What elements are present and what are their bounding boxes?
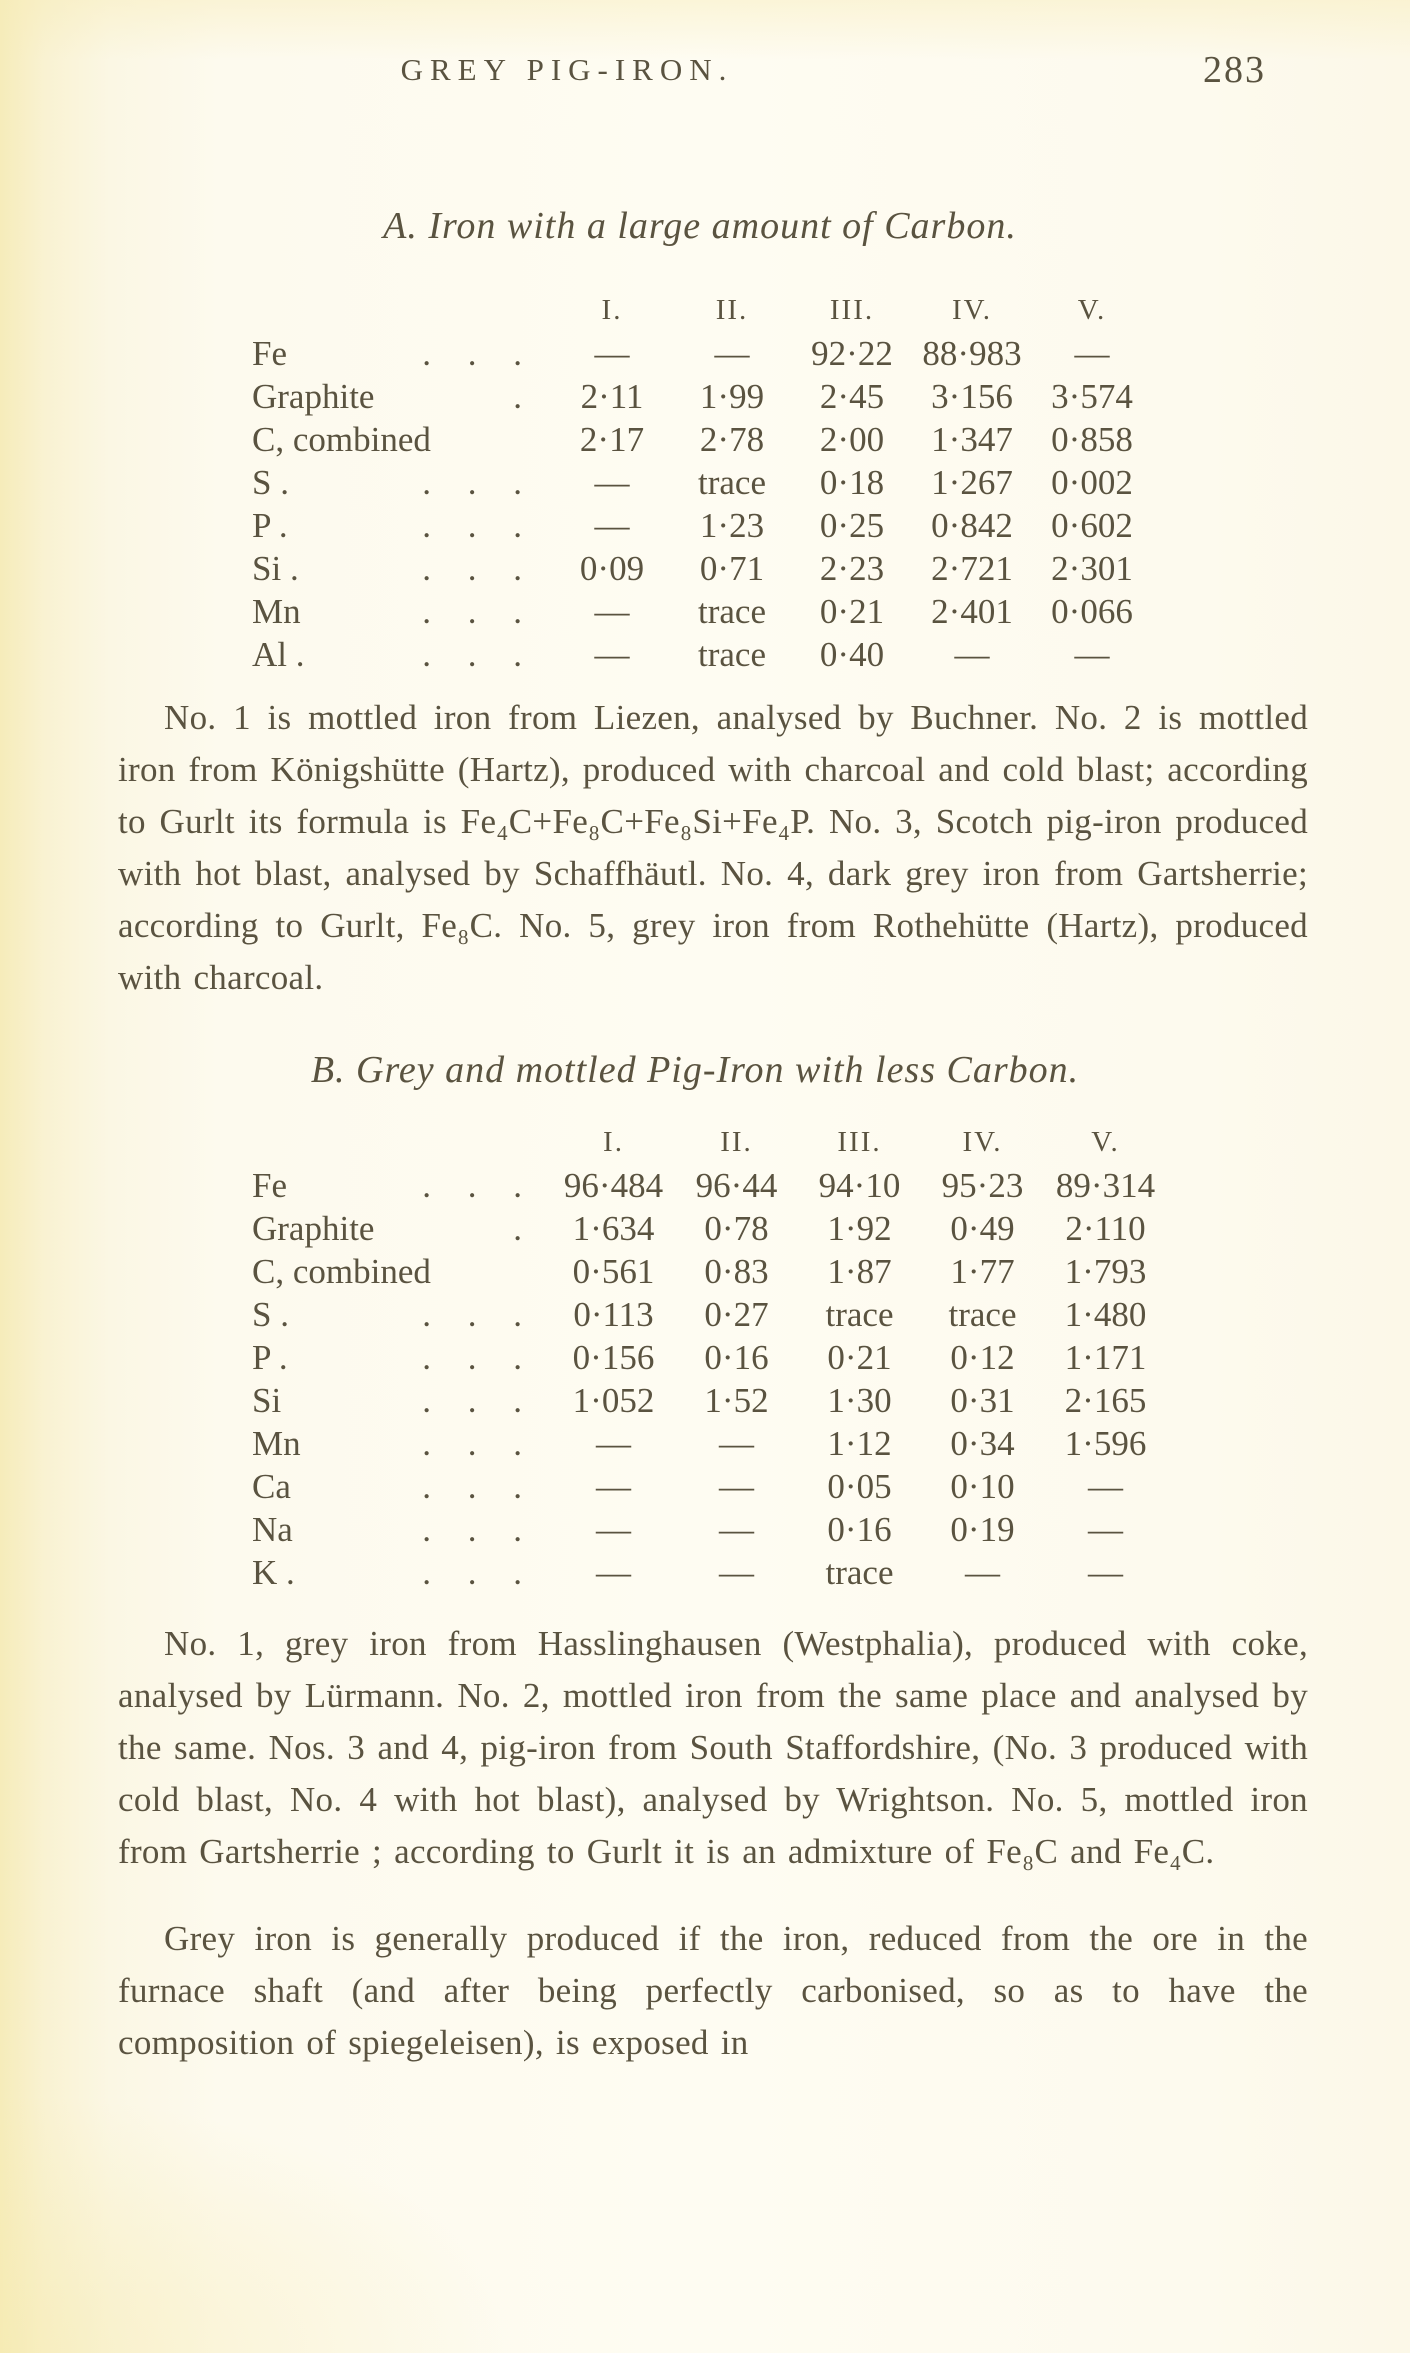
row-leader-dots: . . . bbox=[422, 1381, 524, 1420]
row-leader-dots: . . . bbox=[422, 549, 524, 588]
cell-value: 1·12 bbox=[827, 1424, 892, 1463]
table-row bbox=[252, 592, 1152, 635]
cell-value: 1·052 bbox=[572, 1381, 655, 1420]
column-header: III. bbox=[837, 1126, 882, 1158]
cell-value: 0·31 bbox=[950, 1381, 1015, 1420]
column-header: III. bbox=[829, 294, 875, 326]
cell-value: — bbox=[1074, 635, 1110, 674]
cell-value: 0·002 bbox=[1051, 463, 1133, 502]
cell-value: 0·19 bbox=[950, 1510, 1015, 1549]
row-label-cell bbox=[252, 1295, 552, 1335]
row-label-cell bbox=[252, 420, 552, 460]
row-label: Ca bbox=[252, 1467, 291, 1506]
row-label: Fe bbox=[252, 1166, 287, 1205]
row-label-cell bbox=[252, 1553, 552, 1593]
closing-paragraph: Grey iron is generally produced if the iron, reduced from the ore in the furnace shaft (and after being perfectly carbonised, so as to have the composition of spiegeleisen), is exposed in bbox=[118, 1919, 1308, 2062]
row-label-cell bbox=[252, 635, 552, 675]
table-row bbox=[252, 1467, 1167, 1510]
cell-value: 0·10 bbox=[950, 1467, 1015, 1506]
cell-value: 0·83 bbox=[704, 1252, 769, 1291]
row-label-cell bbox=[252, 1252, 552, 1292]
cell-value: 0·71 bbox=[699, 549, 765, 588]
row-label: Si bbox=[252, 1381, 282, 1420]
cell-value: — bbox=[594, 506, 630, 545]
row-label: Mn bbox=[252, 1424, 301, 1463]
row-label-cell bbox=[252, 1209, 552, 1249]
section-a-paragraph: No. 1 is mottled iron from Liezen, analysed by Buchner. No. 2 is mottled iron from Königshütte (Hartz), produced with charcoal and cold blast; according to Gurlt its formula is Fe₄C+Fe₈C+Fe₈Si+Fe₄P. No. 3, Scotch pig-iron produced with hot blast, analysed by Schaffhäutl. No. 4, dark grey iron from Gartsherrie; according to Gurlt, Fe₈C. No. 5, grey iron from Rothehütte (Hartz), produced with charcoal. bbox=[118, 698, 1308, 997]
table-row bbox=[252, 1338, 1167, 1381]
row-leader-dots: . . . bbox=[422, 592, 524, 631]
cell-value: trace bbox=[825, 1553, 894, 1592]
cell-value: trace bbox=[698, 592, 766, 631]
cell-value: 0·18 bbox=[819, 463, 885, 502]
cell-value: 0·561 bbox=[572, 1252, 655, 1291]
column-header: I. bbox=[603, 1126, 624, 1158]
cell-value: — bbox=[719, 1553, 754, 1592]
cell-value: 95·23 bbox=[941, 1166, 1024, 1205]
table-row bbox=[252, 1209, 1167, 1252]
row-label-cell bbox=[252, 1467, 552, 1507]
cell-value: 0·16 bbox=[827, 1510, 892, 1549]
cell-value: — bbox=[1088, 1510, 1123, 1549]
row-label-cell bbox=[252, 1338, 552, 1378]
row-label-cell bbox=[252, 1166, 552, 1206]
table-row bbox=[252, 1295, 1167, 1338]
cell-value: 96·484 bbox=[563, 1166, 664, 1205]
cell-value: — bbox=[719, 1424, 754, 1463]
cell-value: 92·22 bbox=[811, 334, 893, 373]
cell-value: 0·21 bbox=[819, 592, 885, 631]
row-leader-dots: . . . bbox=[422, 1467, 524, 1506]
cell-value: 1·77 bbox=[950, 1252, 1015, 1291]
cell-value: 1·267 bbox=[931, 463, 1013, 502]
cell-value: — bbox=[1088, 1553, 1123, 1592]
row-label-cell bbox=[252, 334, 552, 374]
cell-value: — bbox=[1088, 1467, 1123, 1506]
cell-value: trace bbox=[698, 635, 766, 674]
cell-value: 1·596 bbox=[1064, 1424, 1147, 1463]
row-leader-dots: . bbox=[513, 1209, 524, 1248]
table-header-row bbox=[252, 294, 1152, 334]
cell-value: 2·401 bbox=[931, 592, 1013, 631]
table-row bbox=[252, 549, 1152, 592]
cell-value: — bbox=[596, 1553, 631, 1592]
cell-value: 0·156 bbox=[572, 1338, 655, 1377]
cell-value: 0·34 bbox=[950, 1424, 1015, 1463]
page-header bbox=[0, 49, 1410, 102]
cell-value: 2·721 bbox=[931, 549, 1013, 588]
cell-value: 96·44 bbox=[695, 1166, 778, 1205]
cell-value: 0·21 bbox=[827, 1338, 892, 1377]
cell-value: 0·40 bbox=[819, 635, 885, 674]
row-label: Mn bbox=[252, 592, 301, 631]
cell-value: 0·09 bbox=[579, 549, 645, 588]
cell-value: 1·52 bbox=[704, 1381, 769, 1420]
page-number: 283 bbox=[1203, 49, 1266, 91]
table-row bbox=[252, 463, 1152, 506]
analysis-table-a bbox=[252, 294, 1152, 678]
cell-value: 2·165 bbox=[1064, 1381, 1147, 1420]
cell-value: 3·574 bbox=[1051, 377, 1133, 416]
cell-value: — bbox=[594, 463, 630, 502]
cell-value: 1·793 bbox=[1064, 1252, 1147, 1291]
cell-value: — bbox=[1074, 334, 1110, 373]
cell-value: 2·45 bbox=[819, 377, 885, 416]
cell-value: — bbox=[594, 635, 630, 674]
cell-value: — bbox=[719, 1510, 754, 1549]
column-header: V. bbox=[1077, 294, 1107, 326]
row-label: C, combined bbox=[252, 1252, 431, 1291]
row-leader-dots: . bbox=[513, 377, 524, 416]
row-leader-dots: . . . bbox=[422, 506, 524, 545]
cell-value: 0·05 bbox=[827, 1467, 892, 1506]
row-label-cell bbox=[252, 1381, 552, 1421]
row-label-cell bbox=[252, 506, 552, 546]
column-header: IV. bbox=[951, 294, 993, 326]
cell-value: 2·00 bbox=[819, 420, 885, 459]
row-label: P . bbox=[252, 1338, 288, 1377]
cell-value: 2·301 bbox=[1051, 549, 1133, 588]
row-leader-dots: . . . bbox=[422, 334, 524, 373]
table-row bbox=[252, 506, 1152, 549]
section-b-paragraph: No. 1, grey iron from Hasslinghausen (Westphalia), produced with coke, analysed by Lürmann. No. 2, mottled iron from the same place and analysed by the same. Nos. 3 and 4, pig-iron from South Staffordshire, (No. 3 produced with cold blast, No. 4 with hot blast), analysed by Wrightson. No. 5, mottled iron from Gartsherrie ; according to Gurlt it is an admixture of Fe₈C and Fe₄C. bbox=[118, 1624, 1308, 1871]
column-header: V. bbox=[1091, 1126, 1120, 1158]
cell-value: 1·171 bbox=[1064, 1338, 1147, 1377]
cell-value: 0·49 bbox=[950, 1209, 1015, 1248]
cell-value: 0·25 bbox=[819, 506, 885, 545]
cell-value: 1·87 bbox=[827, 1252, 892, 1291]
table-row bbox=[252, 1381, 1167, 1424]
table-row bbox=[252, 1553, 1167, 1596]
cell-value: 3·156 bbox=[931, 377, 1013, 416]
row-label: Graphite bbox=[252, 1209, 375, 1248]
row-leader-dots: . . . bbox=[422, 1553, 524, 1592]
row-leader-dots: . . . bbox=[422, 1510, 524, 1549]
table-row bbox=[252, 1252, 1167, 1295]
cell-value: 0·602 bbox=[1051, 506, 1133, 545]
table-row bbox=[252, 1510, 1167, 1553]
cell-value: trace bbox=[698, 463, 766, 502]
row-leader-dots: . . . bbox=[422, 1424, 524, 1463]
cell-value: 1·634 bbox=[572, 1209, 655, 1248]
row-label: K . bbox=[252, 1553, 295, 1592]
cell-value: — bbox=[594, 334, 630, 373]
section-b-heading: B. Grey and mottled Pig-Iron with less Carbon. bbox=[310, 1049, 1080, 1091]
cell-value: 88·983 bbox=[922, 334, 1022, 373]
row-label: Graphite bbox=[252, 377, 375, 416]
cell-value: 2·23 bbox=[819, 549, 885, 588]
row-leader-dots: . . . bbox=[422, 1295, 524, 1334]
row-label-cell bbox=[252, 549, 552, 589]
column-header: IV. bbox=[962, 1126, 1003, 1158]
row-label-cell bbox=[252, 592, 552, 632]
running-title: GREY PIG-IRON. bbox=[400, 52, 734, 87]
row-leader-dots: . . . bbox=[422, 635, 524, 674]
cell-value: trace bbox=[948, 1295, 1017, 1334]
row-label: P . bbox=[252, 506, 288, 545]
cell-value: 0·113 bbox=[573, 1295, 654, 1334]
cell-value: 0·858 bbox=[1051, 420, 1133, 459]
cell-value: 1·23 bbox=[699, 506, 765, 545]
cell-value: 0·16 bbox=[704, 1338, 769, 1377]
row-label: Al . bbox=[252, 635, 305, 674]
table-row bbox=[252, 1424, 1167, 1467]
cell-value: — bbox=[596, 1467, 631, 1506]
row-leader-dots: . . . bbox=[422, 1166, 524, 1205]
cell-value: trace bbox=[825, 1295, 894, 1334]
table-row bbox=[252, 635, 1152, 678]
table-row bbox=[252, 377, 1152, 420]
cell-value: 2·78 bbox=[699, 420, 765, 459]
column-header: I. bbox=[601, 294, 623, 326]
cell-value: 1·30 bbox=[827, 1381, 892, 1420]
row-label: Na bbox=[252, 1510, 293, 1549]
row-leader-dots: . . . bbox=[422, 1338, 524, 1377]
row-label-cell bbox=[252, 377, 552, 417]
cell-value: 94·10 bbox=[818, 1166, 901, 1205]
row-label: S . bbox=[252, 463, 289, 502]
table-row bbox=[252, 334, 1152, 377]
cell-value: — bbox=[596, 1424, 631, 1463]
cell-value: 2·110 bbox=[1065, 1209, 1146, 1248]
cell-value: 0·27 bbox=[704, 1295, 769, 1334]
cell-value: 1·347 bbox=[931, 420, 1013, 459]
section-a-heading: A. Iron with a large amount of Carbon. bbox=[383, 205, 1017, 247]
cell-value: 2·17 bbox=[579, 420, 645, 459]
cell-value: 0·78 bbox=[704, 1209, 769, 1248]
analysis-table-b bbox=[252, 1126, 1167, 1596]
row-label: Fe bbox=[252, 334, 287, 373]
cell-value: — bbox=[596, 1510, 631, 1549]
cell-value: 0·066 bbox=[1051, 592, 1133, 631]
column-header: II. bbox=[720, 1126, 753, 1158]
row-label-cell bbox=[252, 1424, 552, 1464]
row-leader-dots: . . . bbox=[422, 463, 524, 502]
row-label-cell bbox=[252, 463, 552, 503]
cell-value: — bbox=[714, 334, 750, 373]
cell-value: 0·842 bbox=[931, 506, 1013, 545]
cell-value: — bbox=[954, 635, 990, 674]
cell-value: 89·314 bbox=[1055, 1166, 1156, 1205]
table-row bbox=[252, 1166, 1167, 1209]
table-header-row bbox=[252, 1126, 1167, 1166]
cell-value: 2·11 bbox=[580, 377, 644, 416]
row-label: S . bbox=[252, 1295, 289, 1334]
cell-value: 1·92 bbox=[827, 1209, 892, 1248]
table-row bbox=[252, 420, 1152, 463]
cell-value: 0·12 bbox=[950, 1338, 1015, 1377]
column-header: II. bbox=[715, 294, 749, 326]
row-label: Si . bbox=[252, 549, 299, 588]
cell-value: — bbox=[594, 592, 630, 631]
cell-value: — bbox=[719, 1467, 754, 1506]
row-label: C, combined bbox=[252, 420, 431, 459]
cell-value: 1·480 bbox=[1064, 1295, 1147, 1334]
row-label-cell bbox=[252, 1510, 552, 1550]
cell-value: — bbox=[965, 1553, 1000, 1592]
cell-value: 1·99 bbox=[699, 377, 765, 416]
